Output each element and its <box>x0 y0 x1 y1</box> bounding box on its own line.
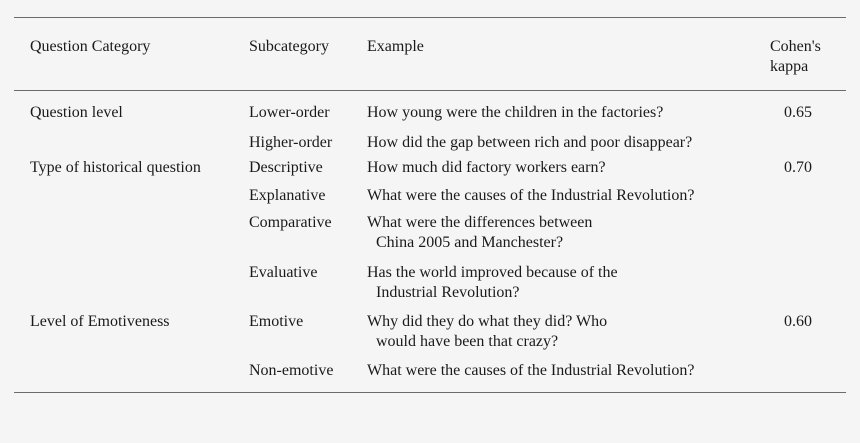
table-cell-subcategory: Evaluative <box>249 264 318 281</box>
table-cell-example: How young were the children in the factories? <box>367 104 664 121</box>
header-example: Example <box>367 38 424 55</box>
header-kappa-line1: Cohen's <box>770 38 821 55</box>
example-line2: Industrial Revolution? <box>376 284 520 301</box>
table-cell-subcategory: Comparative <box>249 214 332 231</box>
table-cell-example <box>367 312 607 352</box>
table-cell-kappa: 0.70 <box>784 159 812 176</box>
table-cell-kappa: 0.65 <box>784 104 812 121</box>
header-question-category: Question Category <box>30 38 151 55</box>
table-cell-kappa: 0.60 <box>784 313 812 330</box>
table-cell-category: Type of historical question <box>30 159 201 176</box>
table-header-rule <box>14 90 846 91</box>
header-cohens-kappa <box>770 37 821 77</box>
table-cell-subcategory: Higher-order <box>249 134 333 151</box>
header-subcategory: Subcategory <box>249 38 329 55</box>
example-line1: Has the world improved because of the <box>367 264 618 281</box>
table-cell-subcategory: Lower-order <box>249 104 330 121</box>
table-cell-example: How did the gap between rich and poor disappear? <box>367 134 693 151</box>
table-cell-category: Level of Emotiveness <box>30 313 170 330</box>
table-cell-example <box>367 263 618 303</box>
example-line2: would have been that crazy? <box>376 333 559 350</box>
table-cell-subcategory: Emotive <box>249 313 304 330</box>
table-cell-example <box>367 213 592 253</box>
example-line1: Why did they do what they did? Who <box>367 313 608 330</box>
table-cell-category: Question level <box>30 104 123 121</box>
example-line2: China 2005 and Manchester? <box>376 234 564 251</box>
header-kappa-line2: kappa <box>770 58 809 75</box>
table-cell-subcategory: Descriptive <box>249 159 323 176</box>
table-bottom-rule <box>14 392 846 393</box>
example-line1: What were the differences between <box>367 214 593 231</box>
table-cell-subcategory: Non-emotive <box>249 362 334 379</box>
table-cell-subcategory: Explanative <box>249 187 326 204</box>
table-cell-example: How much did factory workers earn? <box>367 159 606 176</box>
table-top-rule <box>14 17 846 18</box>
table-cell-example: What were the causes of the Industrial Revolution? <box>367 187 695 204</box>
table-cell-example: What were the causes of the Industrial Revolution? <box>367 362 695 379</box>
